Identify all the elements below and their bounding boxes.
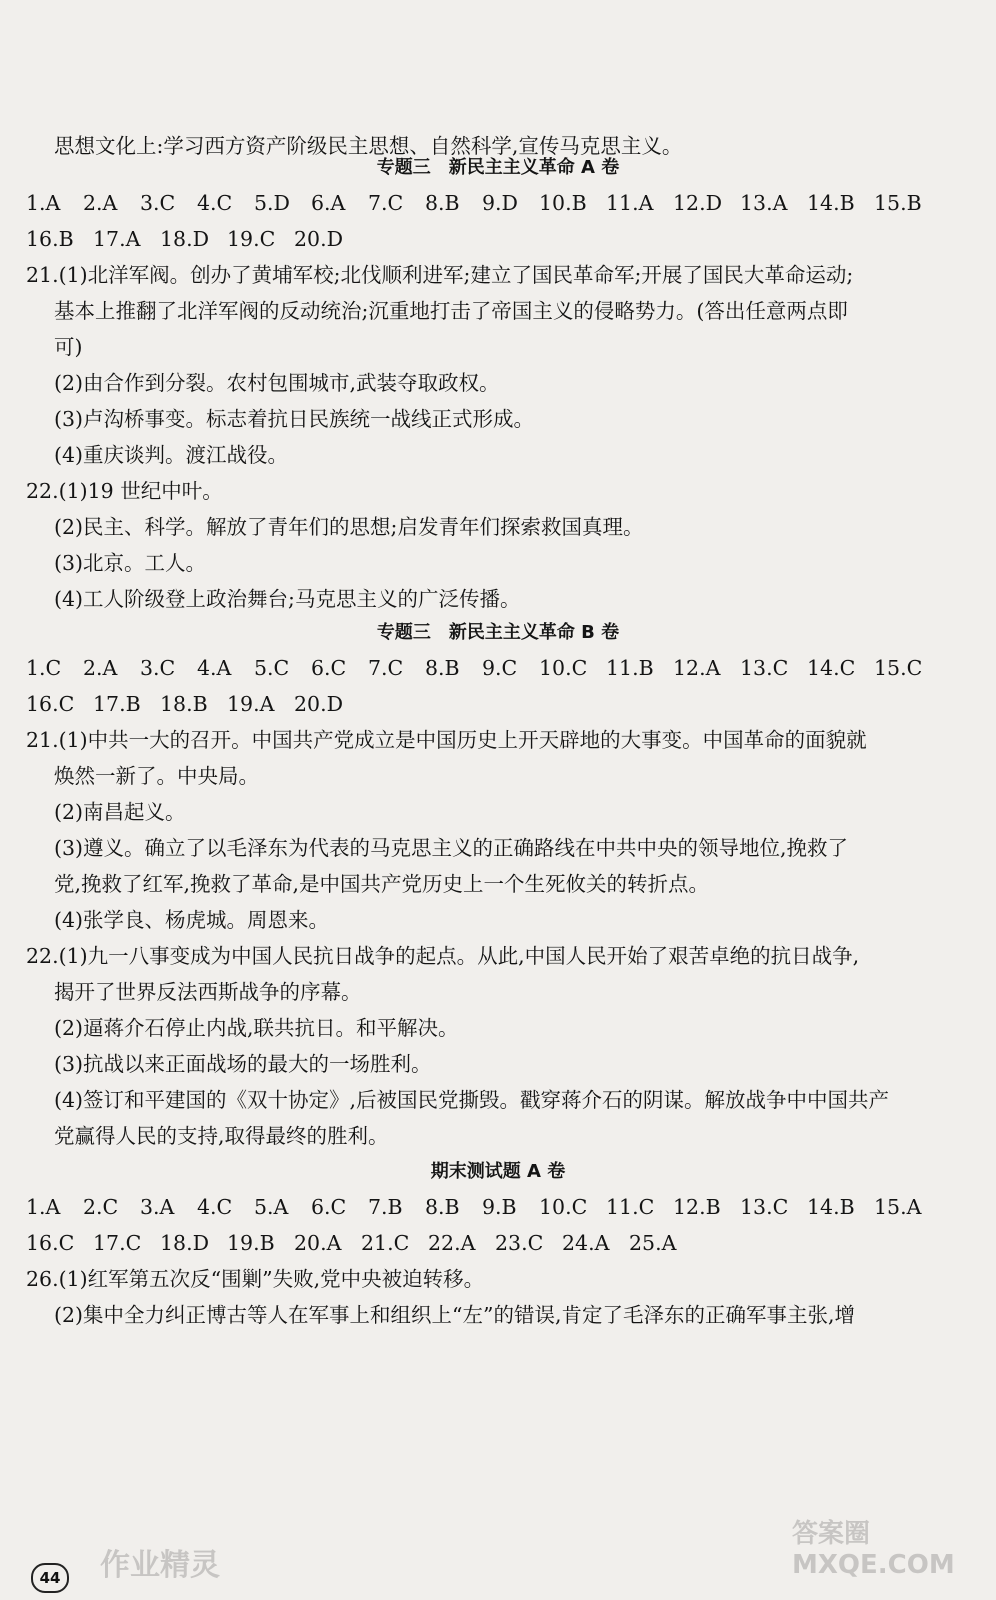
- answer-item: 9.B: [482, 1195, 517, 1219]
- answer-item: 13.C: [740, 656, 789, 680]
- answer-item: 18.B: [160, 692, 208, 716]
- text-line: 26.(1)红军第五次反“围剿”失败,党中央被迫转移。: [26, 1267, 485, 1291]
- answer-item: 17.A: [93, 227, 141, 251]
- answer-item: 1.A: [26, 191, 61, 215]
- answer-item: 22.A: [428, 1231, 476, 1255]
- answer-item: 3.C: [140, 191, 176, 215]
- answer-item: 14.C: [807, 656, 856, 680]
- answer-row-final2: [26, 1228, 976, 1258]
- text-line: 基本上推翻了北洋军阀的反动统治;沉重地打击了帝国主义的侵略势力。(答出任意两点即: [54, 299, 848, 323]
- text-line: 可): [54, 335, 83, 359]
- text-line: (2)民主、科学。解放了青年们的思想;启发青年们探索救国真理。: [54, 515, 644, 539]
- text-line: 22.(1)19 世纪中叶。: [26, 479, 223, 503]
- text-line: (4)签订和平建国的《双十协定》,后被国民党撕毁。戳穿蒋介石的阴谋。解放战争中中国共产: [54, 1088, 890, 1112]
- watermark: 答案圈 MXQE.COM: [792, 1519, 955, 1580]
- answer-item: 2.C: [83, 1195, 119, 1219]
- answer-item: 20.D: [294, 227, 344, 251]
- answer-item: 4.C: [197, 191, 233, 215]
- text-line: (2)由合作到分裂。农村包围城市,武装夺取政权。: [54, 371, 500, 395]
- text-line: 揭开了世界反法西斯战争的序幕。: [54, 980, 362, 1004]
- answer-item: 19.A: [227, 692, 275, 716]
- answer-item: 1.A: [26, 1195, 61, 1219]
- answer-item: 7.C: [368, 656, 404, 680]
- answer-item: 4.A: [197, 656, 232, 680]
- text-line: 21.(1)北洋军阀。创办了黄埔军校;北伐顺利进军;建立了国民革命军;开展了国民大革命运动;: [26, 263, 854, 287]
- text-line: (2)南昌起义。: [54, 800, 186, 824]
- answer-item: 12.A: [673, 656, 721, 680]
- answer-item: 24.A: [562, 1231, 610, 1255]
- answer-item: 7.B: [368, 1195, 403, 1219]
- answer-item: 14.B: [807, 1195, 855, 1219]
- text-line: (3)卢沟桥事变。标志着抗日民族统一战线正式形成。: [54, 407, 535, 431]
- text-line: (4)工人阶级登上政治舞台;马克思主义的广泛传播。: [54, 587, 521, 611]
- answer-row-a1: [26, 188, 976, 218]
- text-line: 思想文化上:学习西方资产阶级民主思想、自然科学,宣传马克思主义。: [54, 134, 683, 158]
- page-number: 44: [31, 1563, 69, 1593]
- answer-item: 10.C: [539, 1195, 588, 1219]
- answer-item: 15.A: [874, 1195, 922, 1219]
- text-line: (2)集中全力纠正博古等人在军事上和组织上“左”的错误,肯定了毛泽东的正确军事主张,增: [54, 1303, 856, 1327]
- answer-item: 8.B: [425, 1195, 460, 1219]
- answer-item: 11.C: [606, 1195, 655, 1219]
- text-line: (3)遵义。确立了以毛泽东为代表的马克思主义的正确路线在中共中央的领导地位,挽救了: [54, 836, 849, 860]
- answer-row-final1: [26, 1192, 976, 1222]
- answer-item: 6.C: [311, 1195, 347, 1219]
- answer-item: 21.C: [361, 1231, 410, 1255]
- watermark-bottom: 作业精灵: [100, 1548, 220, 1583]
- section-heading: 专题三 新民主主义革命 B 卷: [376, 622, 620, 643]
- answer-item: 3.C: [140, 656, 176, 680]
- text-line: 党赢得人民的支持,取得最终的胜利。: [54, 1124, 389, 1148]
- answer-item: 3.A: [140, 1195, 175, 1219]
- section-heading: 专题三 新民主主义革命 A 卷: [376, 157, 620, 178]
- answer-item: 17.B: [93, 692, 141, 716]
- answer-item: 4.C: [197, 1195, 233, 1219]
- answer-item: 11.B: [606, 656, 654, 680]
- answer-item: 16.C: [26, 1231, 75, 1255]
- answer-item: 19.C: [227, 227, 276, 251]
- answer-row-a2: [26, 224, 976, 254]
- answer-item: 5.A: [254, 1195, 289, 1219]
- answer-item: 20.D: [294, 692, 344, 716]
- text-line: (3)北京。工人。: [54, 551, 207, 575]
- answer-item: 5.D: [254, 191, 290, 215]
- answer-row-b2: [26, 689, 976, 719]
- answer-item: 8.B: [425, 191, 460, 215]
- answer-item: 18.D: [160, 227, 210, 251]
- answer-item: 18.D: [160, 1231, 210, 1255]
- answer-item: 12.B: [673, 1195, 721, 1219]
- answer-item: 12.D: [673, 191, 723, 215]
- answer-item: 10.B: [539, 191, 587, 215]
- text-line: (3)抗战以来正面战场的最大的一场胜利。: [54, 1052, 432, 1076]
- answer-item: 16.B: [26, 227, 74, 251]
- answer-item: 6.A: [311, 191, 346, 215]
- answer-item: 5.C: [254, 656, 290, 680]
- answer-item: 15.B: [874, 191, 922, 215]
- text-line: 党,挽救了红军,挽救了革命,是中国共产党历史上一个生死攸关的转折点。: [54, 872, 710, 896]
- answer-item: 13.C: [740, 1195, 789, 1219]
- answer-item: 7.C: [368, 191, 404, 215]
- answer-item: 13.A: [740, 191, 788, 215]
- answer-item: 6.C: [311, 656, 347, 680]
- answer-item: 16.C: [26, 692, 75, 716]
- text-line: 焕然一新了。中央局。: [54, 764, 259, 788]
- text-line: (4)重庆谈判。渡江战役。: [54, 443, 289, 467]
- answer-item: 1.C: [26, 656, 62, 680]
- answer-row-b1: [26, 653, 976, 683]
- answer-item: 11.A: [606, 191, 654, 215]
- answer-item: 23.C: [495, 1231, 544, 1255]
- section-heading: 期末测试题 A 卷: [430, 1161, 566, 1182]
- text-line: 22.(1)九一八事变成为中国人民抗日战争的起点。从此,中国人民开始了艰苦卓绝的抗日战争,: [26, 944, 860, 968]
- answer-item: 2.A: [83, 191, 118, 215]
- answer-item: 14.B: [807, 191, 855, 215]
- answer-item: 9.C: [482, 656, 518, 680]
- text-line: (4)张学良、杨虎城。周恩来。: [54, 908, 330, 932]
- text-line: 21.(1)中共一大的召开。中国共产党成立是中国历史上开天辟地的大事变。中国革命的面貌就: [26, 728, 867, 752]
- answer-item: 15.C: [874, 656, 923, 680]
- answer-item: 8.B: [425, 656, 460, 680]
- answer-item: 2.A: [83, 656, 118, 680]
- answer-item: 20.A: [294, 1231, 342, 1255]
- answer-item: 17.C: [93, 1231, 142, 1255]
- answer-item: 10.C: [539, 656, 588, 680]
- answer-item: 25.A: [629, 1231, 677, 1255]
- answer-item: 19.B: [227, 1231, 275, 1255]
- text-line: (2)逼蒋介石停止内战,联共抗日。和平解决。: [54, 1016, 459, 1040]
- answer-item: 9.D: [482, 191, 518, 215]
